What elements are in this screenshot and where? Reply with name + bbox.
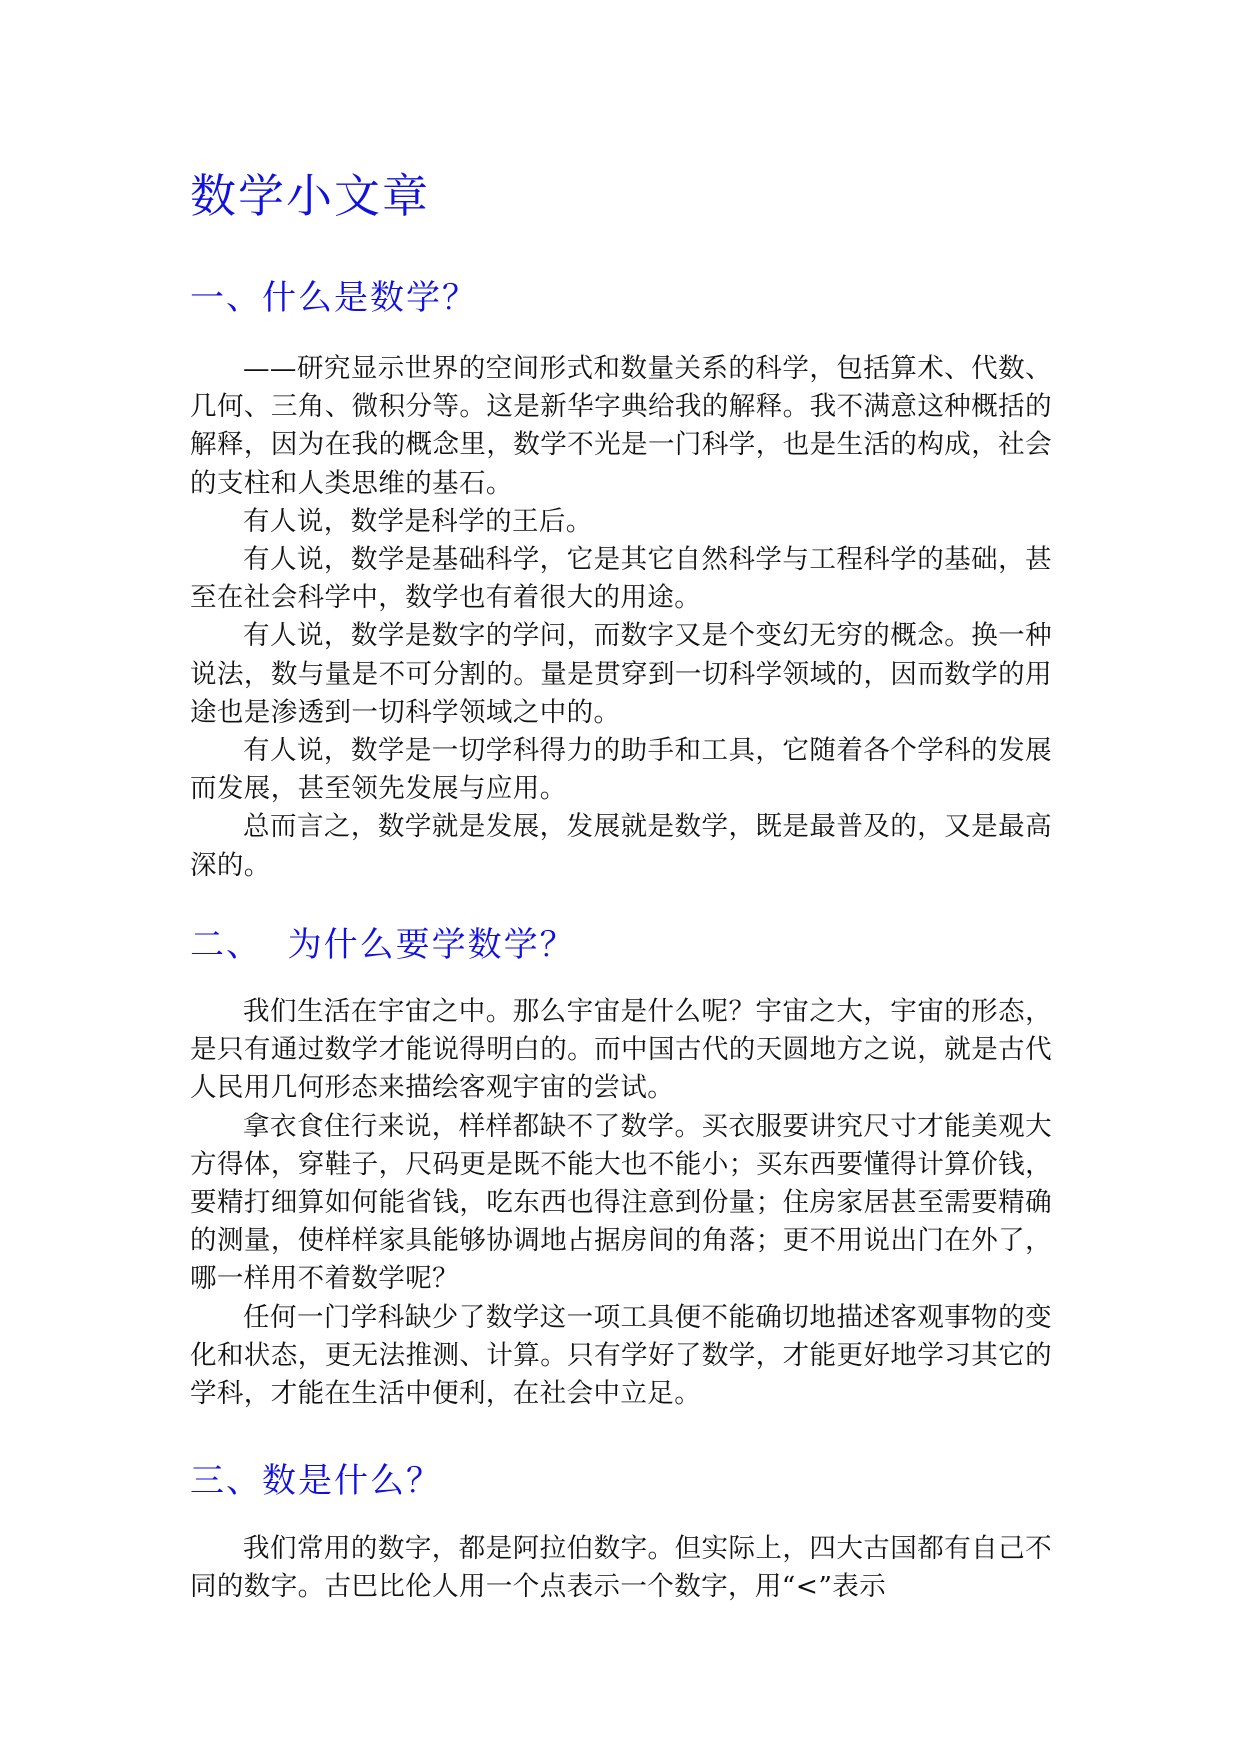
- paragraph: 总而言之，数学就是发展，发展就是数学，既是最普及的，又是最高深的。: [190, 811, 1052, 881]
- section-heading-what-are-numbers: 三、数是什么？: [190, 1461, 442, 1501]
- paragraph: 有人说，数学是数字的学问，而数字又是个变幻无穷的概念。换一种说法，数与量是不可分割的。量是贯穿到一切科学领域的，因而数学的用途也是渗透到一切科学领域之中的。: [190, 620, 1052, 728]
- section-heading-what-is-math: 一、什么是数学？: [190, 278, 478, 318]
- paragraph: ——研究显示世界的空间形式和数量关系的科学，包括算术、代数、几何、三角、微积分等。这是新华字典给我的解释。我不满意这种概括的解释，因为在我的概念里，数学不光是一门科学，也是生活的构成，社会的支柱和人类思维的基石。: [190, 353, 1052, 499]
- paragraph: 我们常用的数字，都是阿拉伯数字。但实际上，四大古国都有自己不同的数字。古巴比伦人用一个点表示一个数字，用“<”表示: [190, 1533, 1052, 1603]
- section-body-why-learn-math: [190, 993, 1052, 1413]
- paragraph: 有人说，数学是基础科学，它是其它自然科学与工程科学的基础，甚至在社会科学中，数学也有着很大的用途。: [190, 544, 1052, 614]
- section-body-what-is-math: [190, 350, 1052, 885]
- paragraph: 有人说，数学是科学的王后。: [243, 505, 593, 537]
- section-heading-why-learn-math: 二、 为什么要学数学？: [190, 925, 576, 965]
- paragraph: 任何一门学科缺少了数学这一项工具便不能确切地描述客观事物的变化和状态，更无法推测、计算。只有学好了数学，才能更好地学习其它的学科，才能在生活中便利，在社会中立足。: [190, 1301, 1052, 1410]
- paragraph: 有人说，数学是一切学科得力的助手和工具，它随着各个学科的发展而发展，甚至领先发展与应用。: [190, 735, 1052, 805]
- paragraph: 拿衣食住行来说，样样都缺不了数学。买衣服要讲究尺寸才能美观大方得体，穿鞋子，尺码更是既不能大也不能小；买东西要懂得计算价钱，要精打细算如何能省钱，吃东西也得注意到份量；住房家居甚至需要精确的测量，使样样家具能够协调地占据房间的角落；更不用说出门在外了，哪一样用不着数学呢？: [190, 1110, 1052, 1295]
- section-body-what-are-numbers: [190, 1530, 1052, 1606]
- document-title: 数学小文章: [190, 169, 430, 223]
- paragraph: 我们生活在宇宙之中。那么宇宙是什么呢？宇宙之大，宇宙的形态，是只有通过数学才能说得明白的。而中国古代的天圆地方之说，就是古代人民用几何形态来描绘客观宇宙的尝试。: [190, 996, 1052, 1104]
